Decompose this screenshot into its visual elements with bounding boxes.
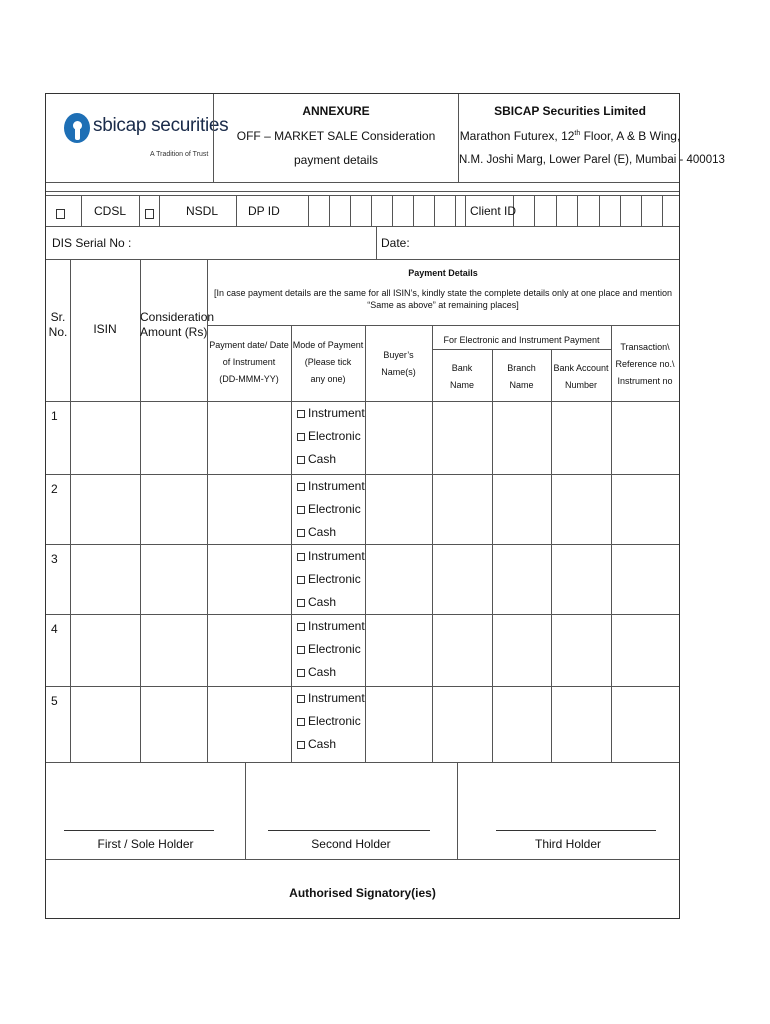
- sr-no-cell: 1: [51, 409, 58, 423]
- isin-cell[interactable]: [71, 687, 139, 761]
- bank-account-cell[interactable]: [552, 615, 610, 685]
- payment-mode-option[interactable]: [297, 448, 365, 471]
- table-row: [46, 474, 679, 544]
- branch-name-cell[interactable]: [493, 475, 550, 543]
- payment-mode-label: Cash: [308, 452, 337, 466]
- bank-name-cell[interactable]: [433, 687, 491, 761]
- sr-no-cell: 5: [51, 694, 58, 708]
- bank-account-cell[interactable]: [552, 475, 610, 543]
- company-address-line2: N.M. Joshi Marg, Lower Parel (E), Mumbai - 400013: [459, 154, 725, 166]
- transaction-ref-cell[interactable]: [612, 475, 678, 543]
- checkbox-icon[interactable]: [297, 718, 305, 726]
- bank-name-header: Bank Name: [449, 363, 474, 391]
- buyers-name-cell[interactable]: [366, 402, 431, 473]
- payment-date-header: Payment date/ Date of Instrument (DD-MMM-YY): [209, 340, 289, 385]
- sr-no-header: Sr. No.: [48, 310, 68, 339]
- payment-mode-label: Instrument: [308, 619, 365, 633]
- first-holder-label: First / Sole Holder: [97, 837, 194, 851]
- buyers-name-cell[interactable]: [366, 687, 431, 761]
- bank-name-cell[interactable]: [433, 475, 491, 543]
- payment-mode-option[interactable]: [297, 638, 365, 661]
- cdsl-label: CDSL: [94, 204, 127, 218]
- payment-mode-options: [297, 615, 365, 684]
- consideration-cell[interactable]: [141, 687, 206, 761]
- logo-text: sbicap securities: [93, 115, 229, 136]
- payment-date-cell[interactable]: [208, 615, 290, 685]
- consideration-header: Consideration Amount (Rs): [140, 310, 215, 339]
- payment-mode-label: Cash: [308, 595, 337, 609]
- checkbox-icon[interactable]: [297, 576, 305, 584]
- company-name: SBICAP Securities Limited: [494, 104, 646, 118]
- payment-mode-label: Electronic: [308, 642, 361, 656]
- payment-mode-option[interactable]: [297, 687, 365, 710]
- isin-header: ISIN: [93, 322, 117, 336]
- payment-mode-option[interactable]: [297, 661, 365, 684]
- annexure-line2: payment details: [293, 153, 379, 167]
- date-input[interactable]: [416, 227, 678, 258]
- payment-mode-option[interactable]: [297, 545, 365, 568]
- payment-mode-options: [297, 545, 365, 614]
- checkbox-icon[interactable]: [297, 483, 305, 491]
- payment-mode-label: Cash: [308, 737, 337, 751]
- client-id-input[interactable]: [513, 195, 679, 226]
- checkbox-icon[interactable]: [297, 646, 305, 654]
- payment-mode-option[interactable]: [297, 475, 365, 498]
- payment-mode-option[interactable]: [297, 521, 365, 544]
- branch-name-cell[interactable]: [493, 687, 550, 761]
- buyers-name-cell[interactable]: [366, 475, 431, 543]
- payment-mode-label: Cash: [308, 525, 337, 539]
- payment-date-cell[interactable]: [208, 402, 290, 473]
- second-holder-label: Second Holder: [311, 837, 391, 851]
- company-address-line1: Marathon Futurex, 12th Floor, A & B Wing,: [459, 129, 681, 143]
- payment-mode-label: Electronic: [308, 714, 361, 728]
- consideration-cell[interactable]: [141, 475, 206, 543]
- bank-name-cell[interactable]: [433, 615, 491, 685]
- branch-name-header: Branch Name: [507, 363, 536, 391]
- payment-mode-option[interactable]: [297, 402, 365, 425]
- isin-cell[interactable]: [71, 615, 139, 685]
- transaction-ref-cell[interactable]: [612, 402, 678, 473]
- branch-name-cell[interactable]: [493, 545, 550, 613]
- sr-no-cell: 4: [51, 622, 58, 636]
- annexure-form: [45, 93, 725, 919]
- annexure-title: ANNEXURE: [302, 104, 370, 118]
- isin-cell[interactable]: [71, 545, 139, 613]
- consideration-cell[interactable]: [141, 545, 206, 613]
- isin-cell[interactable]: [71, 475, 139, 543]
- table-row: [46, 401, 679, 474]
- authorised-signatory-label: Authorised Signatory(ies): [289, 886, 436, 900]
- branch-name-cell[interactable]: [493, 615, 550, 685]
- bank-name-cell[interactable]: [433, 545, 491, 613]
- date-label: Date:: [381, 236, 410, 250]
- sr-no-cell: 2: [51, 482, 58, 496]
- consideration-cell[interactable]: [141, 615, 206, 685]
- consideration-cell[interactable]: [141, 402, 206, 473]
- payment-mode-option[interactable]: [297, 591, 365, 614]
- bank-account-cell[interactable]: [552, 402, 610, 473]
- dis-serial-label: DIS Serial No :: [52, 236, 132, 250]
- payment-details-title: Payment Details: [408, 268, 478, 278]
- buyers-name-cell[interactable]: [366, 545, 431, 613]
- payment-mode-option[interactable]: [297, 425, 365, 448]
- payment-mode-option[interactable]: [297, 615, 365, 638]
- payment-mode-label: Instrument: [308, 479, 365, 493]
- bank-account-cell[interactable]: [552, 687, 610, 761]
- payment-mode-label: Cash: [308, 665, 337, 679]
- checkbox-icon[interactable]: [297, 410, 305, 418]
- cdsl-checkbox[interactable]: [56, 205, 65, 223]
- nsdl-checkbox[interactable]: [145, 205, 154, 223]
- payment-mode-label: Electronic: [308, 429, 361, 443]
- second-holder-signature-line[interactable]: [268, 830, 430, 831]
- checkbox-icon[interactable]: [297, 741, 305, 749]
- mode-of-payment-header: Mode of Payment (Please tick any one): [292, 340, 364, 385]
- payment-details-note: [In case payment details are the same for all ISIN’s, kindly state the complete details only at one place and mention “Same as above” at remaining places]: [213, 288, 673, 311]
- sr-no-cell: 3: [51, 552, 58, 566]
- payment-mode-option[interactable]: [297, 710, 365, 733]
- transaction-ref-cell[interactable]: [612, 687, 678, 761]
- electronic-instrument-header: For Electronic and Instrument Payment: [443, 335, 600, 345]
- payment-mode-label: Instrument: [308, 691, 365, 705]
- third-holder-label: Third Holder: [534, 837, 602, 851]
- payment-mode-label: Electronic: [308, 572, 361, 586]
- bank-name-cell[interactable]: [433, 402, 491, 473]
- checkbox-icon[interactable]: [297, 529, 305, 537]
- buyers-name-cell[interactable]: [366, 615, 431, 685]
- annexure-line1: OFF – MARKET SALE Consideration: [236, 129, 436, 143]
- client-id-label: Client ID: [470, 204, 517, 218]
- dp-id-input[interactable]: [308, 195, 455, 226]
- table-row: [46, 544, 679, 614]
- third-holder-signature-line[interactable]: [496, 830, 656, 831]
- dis-serial-input[interactable]: [146, 227, 374, 258]
- checkbox-icon[interactable]: [297, 623, 305, 631]
- checkbox-icon[interactable]: [297, 553, 305, 561]
- payment-date-cell[interactable]: [208, 687, 290, 761]
- branch-name-cell[interactable]: [493, 402, 550, 473]
- logo-tagline: A Tradition of Trust: [150, 151, 209, 158]
- payment-mode-label: Instrument: [308, 549, 365, 563]
- payment-mode-label: Electronic: [308, 502, 361, 516]
- payment-mode-label: Instrument: [308, 406, 365, 420]
- bank-account-cell[interactable]: [552, 545, 610, 613]
- dp-id-label: DP ID: [248, 204, 280, 218]
- checkbox-icon[interactable]: [297, 456, 305, 464]
- payment-mode-option[interactable]: [297, 733, 365, 756]
- bank-account-header: Bank Account Number: [553, 363, 609, 391]
- checkbox-icon[interactable]: [297, 506, 305, 514]
- checkbox-icon[interactable]: [297, 669, 305, 677]
- first-holder-signature-line[interactable]: [64, 830, 214, 831]
- payment-mode-options: [297, 402, 365, 471]
- checkbox-icon[interactable]: [297, 695, 305, 703]
- transaction-ref-cell[interactable]: [612, 545, 678, 613]
- table-row: [46, 686, 679, 762]
- payment-mode-option[interactable]: [297, 498, 365, 521]
- checkbox-icon[interactable]: [297, 599, 305, 607]
- transaction-ref-cell[interactable]: [612, 615, 678, 685]
- checkbox-icon[interactable]: [297, 433, 305, 441]
- payment-date-cell[interactable]: [208, 475, 290, 543]
- buyers-name-header: Buyer’s Name(s): [381, 350, 416, 378]
- payment-date-cell[interactable]: [208, 545, 290, 613]
- table-row: [46, 614, 679, 686]
- payment-mode-options: [297, 475, 365, 544]
- payment-mode-options: [297, 687, 365, 756]
- isin-cell[interactable]: [71, 402, 139, 473]
- transaction-ref-header: Transaction\ Reference no.\ Instrument no: [615, 342, 675, 387]
- payment-mode-option[interactable]: [297, 568, 365, 591]
- nsdl-label: NSDL: [186, 204, 219, 218]
